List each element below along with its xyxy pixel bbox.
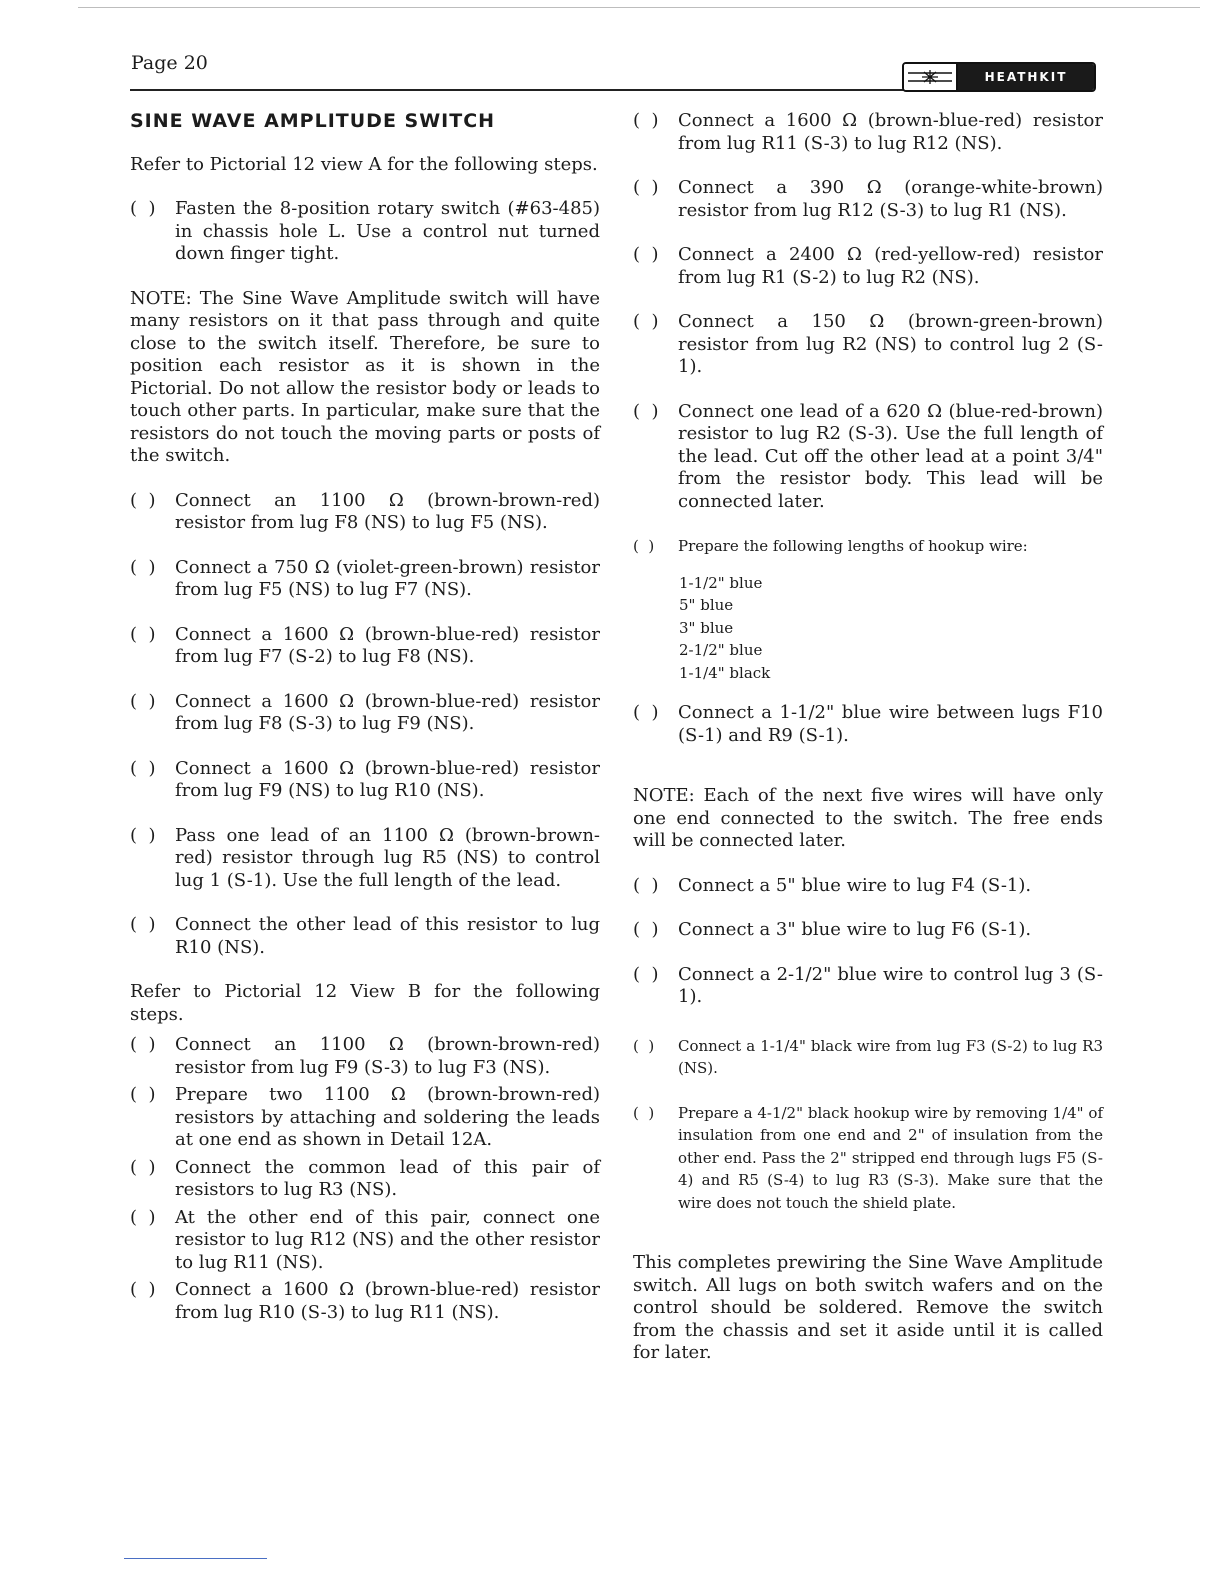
step-text: Connect a 1600 Ω (brown-blue-red) resistor from lug R10 (S-3) to lug R11 (NS). [175,1279,600,1323]
step-item [130,1157,600,1202]
step-checkbox[interactable]: ( ) [633,311,659,332]
step-checkbox[interactable]: ( ) [633,110,659,131]
step-item [130,691,600,736]
step-item [633,401,1103,514]
wire-length-list [679,572,1103,685]
step-item [130,1279,600,1324]
step-checkbox[interactable]: ( ) [130,623,156,645]
step-checkbox[interactable]: ( ) [130,198,156,219]
step-text: Pass one lead of an 1100 Ω (brown-brown-red) resistor through lug R5 (NS) to control lug 1 (S-1). Use the full length of the lead. [175,824,600,891]
step-text: Connect the common lead of this pair of resistors to lug R3 (NS). [175,1156,600,1200]
step-item [633,110,1103,155]
step-item [130,1034,600,1079]
step-item [633,964,1103,1009]
wire-length-item: 1-1/2" blue [679,573,763,592]
step-text: At the other end of this pair, connect one resistor to lug R12 (NS) and the other resistor to lug R11 (NS). [175,1206,600,1273]
step-text: Connect a 1-1/4" black wire from lug F3 (S-2) to lug R3 (NS). [678,1036,1103,1077]
note-paragraph: NOTE: The Sine Wave Amplitude switch will have many resistors on it that pass through and quite close to the switch itself. Therefore, be sure to position each resistor as it is shown in the Pictorial. Do not allow the resistor body or leads to touch other parts. In particular, make sure that the resistors do not touch the moving parts or posts of the switch. [130,287,600,466]
step-text: Prepare a 4-1/2" black hookup wire by removing 1/4" of insulation from one end and 2" of insulation from the other end. Pass the 2" stripped end through lugs F5 (S-4) and R5 (S-4) to lug R3 (S-3). Make sure that the wire does not touch the shield plate. [678,1103,1103,1212]
step-checkbox[interactable]: ( ) [633,963,659,985]
step-text: Connect a 2400 Ω (red-yellow-red) resistor from lug R1 (S-2) to lug R2 (NS). [678,244,1103,288]
step-text: Connect one lead of a 620 Ω (blue-red-brown) resistor to lug R2 (S-3). Use the full length of the lead. Cut off the other lead at a point 3/4" from the resistor body. This lead will be connected later. [678,400,1103,512]
intro-paragraph: Refer to Pictorial 12 view A for the following steps. [130,153,598,175]
page-number: Page 20 [131,52,208,74]
note-paragraph: NOTE: Each of the next five wires will have only one end connected to the switch. The free ends will be connected later. [633,785,1103,851]
step-item [130,825,600,893]
step-text: Connect a 5" blue wire to lug F4 (S-1). [678,874,1032,896]
wire-length-item: 3" blue [679,618,734,637]
step-checkbox[interactable]: ( ) [130,1084,156,1105]
top-rule [78,7,1200,8]
step-text: Connect a 390 Ω (orange-white-brown) resistor from lug R12 (S-3) to lug R1 (NS). [678,177,1103,221]
step-checkbox[interactable]: ( ) [633,702,659,723]
left-column [130,110,600,1329]
step-checkbox[interactable]: ( ) [633,874,659,896]
step-item [130,758,600,803]
step-checkbox[interactable]: ( ) [130,1034,156,1055]
step-item [633,311,1103,379]
step-text: Connect a 3" blue wire to lug F6 (S-1). [678,919,1032,940]
step-text: Connect a 150 Ω (brown-green-brown) resistor from lug R2 (NS) to control lug 2 (S-1). [678,311,1103,377]
section-heading: SINE WAVE AMPLITUDE SWITCH [130,110,496,132]
heathkit-logo [902,62,1096,92]
step-item [130,914,600,959]
wire-length-item: 5" blue [679,596,734,614]
wire-length-item: 1-1/4" black [679,663,771,682]
step-checkbox[interactable]: ( ) [130,489,156,511]
step-text: Connect a 1600 Ω (brown-blue-red) resistor from lug R11 (S-3) to lug R12 (NS). [678,110,1103,154]
step-text: Connect a 2-1/2" blue wire to control lug 3 (S-1). [678,963,1103,1007]
step-item [130,490,600,535]
step-checkbox[interactable]: ( ) [633,919,659,940]
step-text: Fasten the 8-position rotary switch (#63-485) in chassis hole L. Use a control nut turned down finger tight. [175,198,600,264]
step-checkbox[interactable]: ( ) [633,244,659,265]
step-item [130,624,600,669]
step-text: Connect a 750 Ω (violet-green-brown) resistor from lug F5 (NS) to lug F7 (NS). [175,556,600,600]
step-text: Connect an 1100 Ω (brown-brown-red) resistor from lug F9 (S-3) to lug F3 (NS). [175,1034,600,1078]
step-checkbox[interactable]: ( ) [633,400,659,422]
step-checkbox[interactable]: ( ) [130,1206,156,1228]
step-checkbox[interactable]: ( ) [130,824,156,846]
step-item [130,557,600,602]
logo-text: HEATHKIT [958,64,1094,90]
step-text: Connect a 1-1/2" blue wire between lugs F10 (S-1) and R9 (S-1). [678,702,1103,746]
step-text: Prepare the following lengths of hookup wire: [678,537,1028,555]
step-item [130,1084,600,1152]
step-item [633,875,1103,898]
intro-b-paragraph: Refer to Pictorial 12 View B for the following steps. [130,981,600,1025]
bottom-rule [124,1558,267,1559]
step-item [633,177,1103,222]
step-checkbox[interactable]: ( ) [633,177,659,198]
step-checkbox[interactable]: ( ) [633,1036,655,1055]
step-text: Prepare two 1100 Ω (brown-brown-red) resistors by attaching and soldering the leads at one end as shown in Detail 12A. [175,1084,600,1150]
wire-length-item: 2-1/2" blue [679,641,763,659]
right-column [633,110,1103,1387]
step-item [633,535,1103,558]
step-item [633,1035,1103,1080]
step-text: Connect an 1100 Ω (brown-brown-red) resistor from lug F8 (NS) to lug F5 (NS). [175,489,600,533]
step-item [130,198,600,266]
logo-emblem-icon [904,64,958,90]
step-checkbox[interactable]: ( ) [633,537,655,555]
step-text: Connect the other lead of this resistor to lug R10 (NS). [175,914,600,958]
step-item [633,702,1103,747]
step-checkbox[interactable]: ( ) [130,556,156,578]
step-text: Connect a 1600 Ω (brown-blue-red) resistor from lug F9 (NS) to lug R10 (NS). [175,757,600,801]
step-checkbox[interactable]: ( ) [130,690,156,712]
step-checkbox[interactable]: ( ) [130,1279,156,1300]
step-checkbox[interactable]: ( ) [633,1103,655,1122]
step-checkbox[interactable]: ( ) [130,914,156,935]
header-rule [130,89,904,91]
step-text: Connect a 1600 Ω (brown-blue-red) resistor from lug F7 (S-2) to lug F8 (NS). [175,623,600,667]
step-item [633,244,1103,289]
step-checkbox[interactable]: ( ) [130,1156,156,1178]
step-item [633,1102,1103,1215]
step-checkbox[interactable]: ( ) [130,757,156,779]
closing-paragraph: This completes prewiring the Sine Wave Amplitude switch. All lugs on both switch wafers and on the control should be soldered. Remove the switch from the chassis and set it aside until it is called for later. [633,1252,1103,1363]
step-text: Connect a 1600 Ω (brown-blue-red) resistor from lug F8 (S-3) to lug F9 (NS). [175,690,600,734]
step-item [130,1207,600,1275]
step-item [633,919,1103,942]
